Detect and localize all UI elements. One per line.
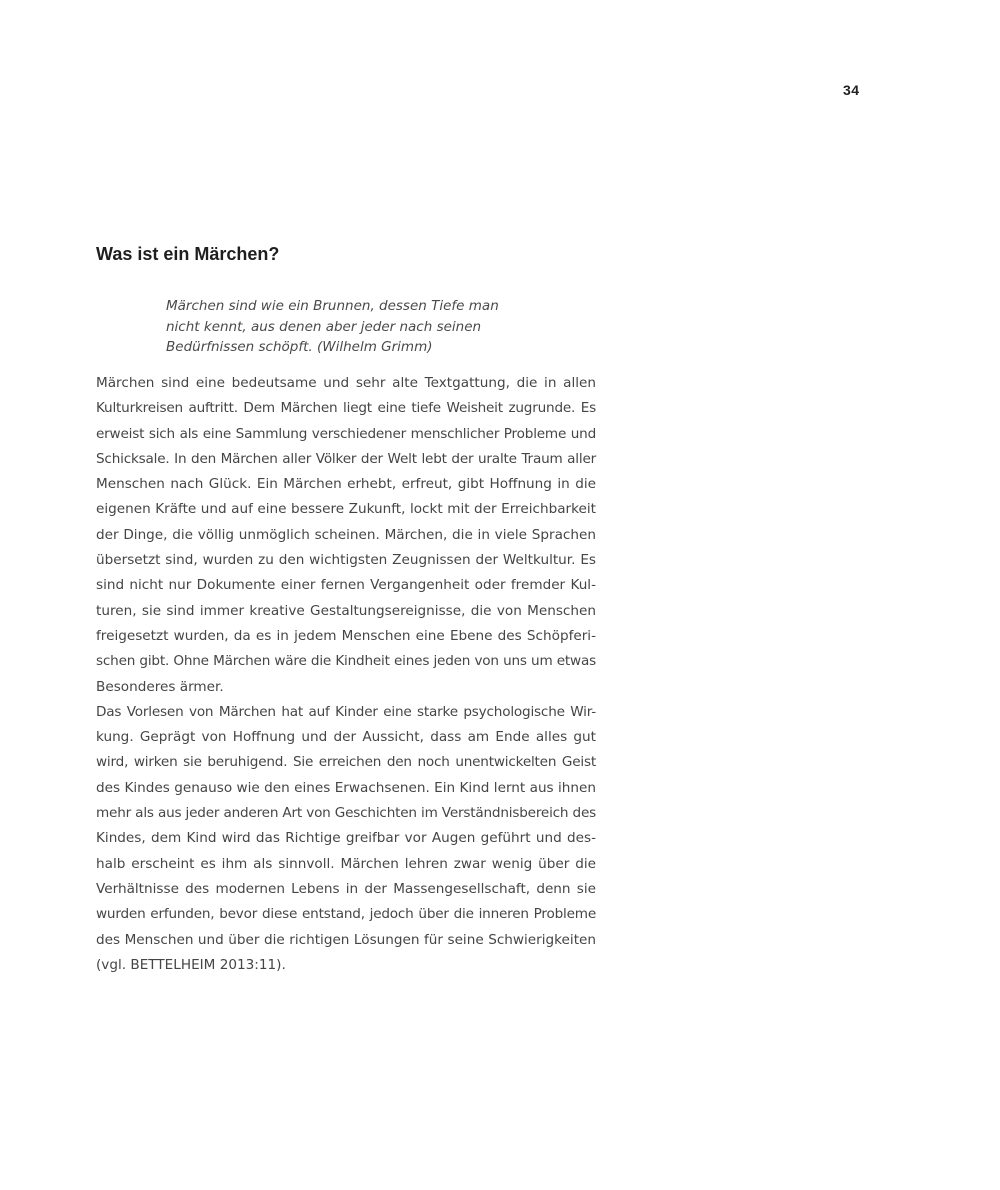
epigraph-quote xyxy=(166,296,506,358)
section-heading: Was ist ein Märchen? xyxy=(96,244,280,264)
text-line: Kulturkreisen auftritt. Dem Märchen liegt eine tiefe Weisheit zugrunde. Es xyxy=(96,400,596,417)
body-text xyxy=(96,371,596,978)
text-line: Märchen sind eine bedeutsame und sehr alte Textgattung, die in allen xyxy=(96,375,596,391)
text-line: Besonderes ärmer. xyxy=(96,678,224,695)
text-line: der Dinge, die völlig unmöglich scheinen. Märchen, die in viele Sprachen xyxy=(96,526,596,543)
epigraph-line: Bedürfnissen schöpft. (Wilhelm Grimm) xyxy=(166,339,433,355)
text-line: übersetzt sind, wurden zu den wichtigsten Zeugnissen der Weltkultur. Es xyxy=(96,552,596,569)
text-line: Das Vorlesen von Märchen hat auf Kinder eine starke psychologische Wir- xyxy=(96,703,596,720)
page-number: 34 xyxy=(843,82,860,98)
text-line: (vgl. BETTELHEIM 2013:11). xyxy=(96,956,286,973)
text-line: halb erscheint es ihm als sinnvoll. Märchen lehren zwar wenig über die xyxy=(96,855,596,872)
text-line: des Kindes genauso wie den eines Erwachsenen. Ein Kind lernt aus ihnen xyxy=(96,779,596,796)
text-line: freigesetzt wurden, da es in jedem Menschen eine Ebene des Schöpferi- xyxy=(96,627,596,644)
text-line: schen gibt. Ohne Märchen wäre die Kindheit eines jeden von uns um etwas xyxy=(96,653,596,670)
epigraph-line: nicht kennt, aus denen aber jeder nach seinen xyxy=(166,318,482,335)
paragraph-2 xyxy=(96,700,596,978)
text-line: des Menschen und über die richtigen Lösungen für seine Schwierigkeiten xyxy=(96,931,596,948)
text-line: wird, wirken sie beruhigend. Sie erreichen den noch unentwickelten Geist xyxy=(96,754,596,771)
text-line: Kindes, dem Kind wird das Richtige greifbar vor Augen geführt und des- xyxy=(96,830,596,847)
text-line: mehr als aus jeder anderen Art von Geschichten im Verständnisbereich des xyxy=(96,805,596,822)
text-line: wurden erfunden, bevor diese entstand, jedoch über die inneren Probleme xyxy=(96,906,596,923)
text-line: sind nicht nur Dokumente einer fernen Vergangenheit oder fremder Kul- xyxy=(96,577,596,594)
text-line: erweist sich als eine Sammlung verschiedener menschlicher Probleme und xyxy=(96,425,596,442)
epigraph-line: Märchen sind wie ein Brunnen, dessen Tiefe man xyxy=(166,298,499,314)
paragraph-1 xyxy=(96,371,596,700)
text-line: eigenen Kräfte und auf eine bessere Zukunft, lockt mit der Erreichbarkeit xyxy=(96,501,596,518)
text-line: kung. Geprägt von Hoffnung und der Aussicht, dass am Ende alles gut xyxy=(96,729,596,746)
text-line: turen, sie sind immer kreative Gestaltungsereignisse, die von Menschen xyxy=(96,602,596,619)
text-line: Schicksale. In den Märchen aller Völker der Welt lebt der uralte Traum aller xyxy=(96,450,596,467)
text-line: Verhältnisse des modernen Lebens in der Massengesellschaft, denn sie xyxy=(96,880,596,897)
text-line: Menschen nach Glück. Ein Märchen erhebt, erfreut, gibt Hoffnung in die xyxy=(96,476,596,493)
